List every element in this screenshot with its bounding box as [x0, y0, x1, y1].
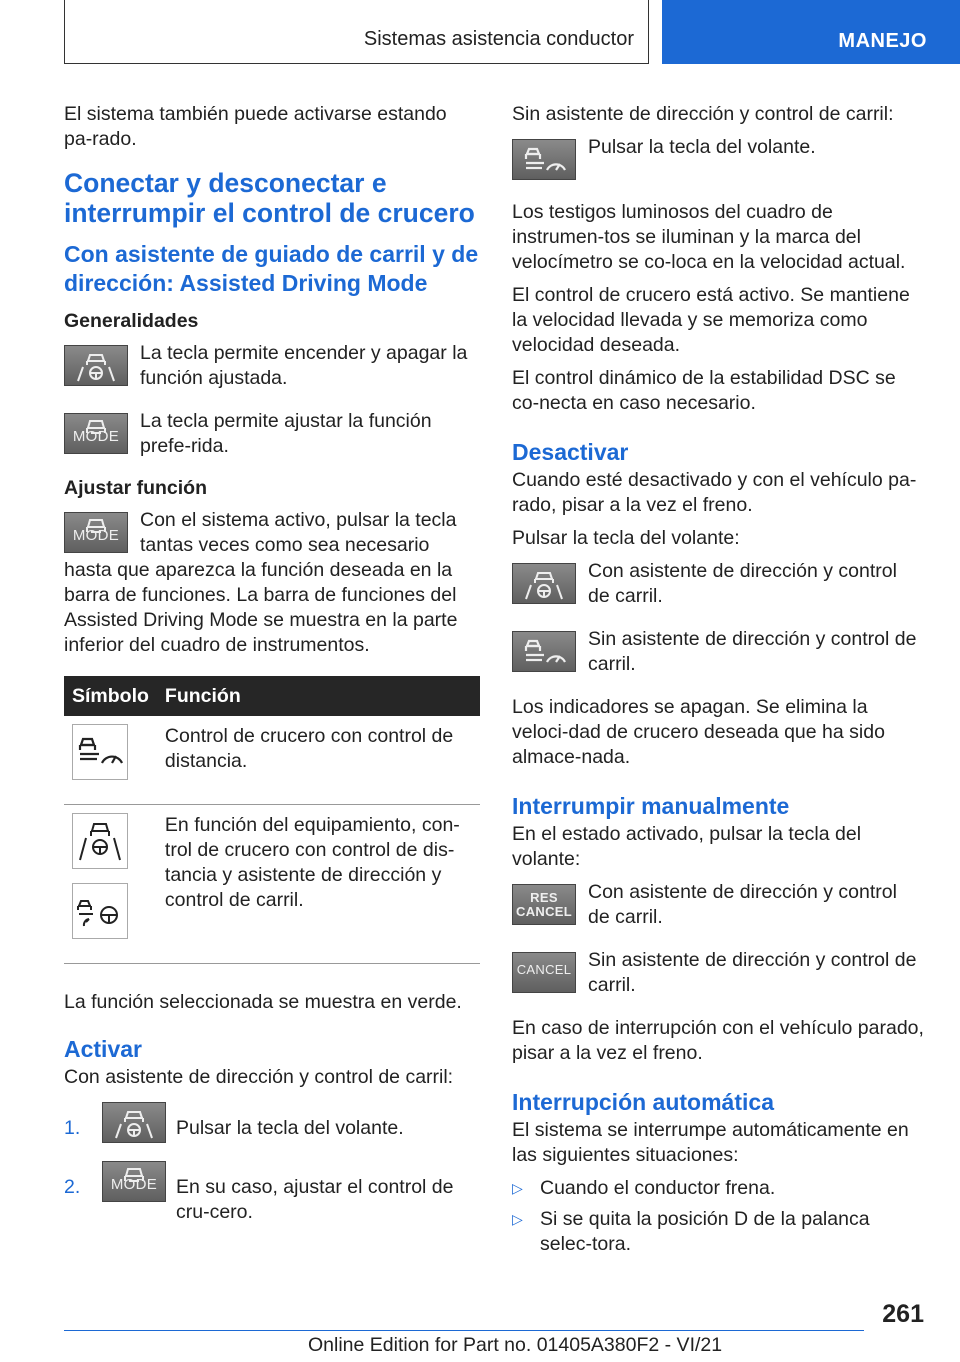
step-number: 2. — [64, 1176, 81, 1198]
table-row — [64, 805, 480, 964]
activar-steps — [64, 1098, 480, 1225]
assist-key-icon — [512, 563, 576, 604]
paragraph: Cuando esté desactivado y con el vehículo pa-rado, pisar a la vez el freno. — [512, 469, 917, 516]
header-chapter — [662, 0, 960, 64]
table-header-symbol: Símbolo — [64, 676, 157, 716]
assist-key-icon — [102, 1102, 166, 1143]
ajustar-item — [64, 508, 480, 658]
res-cancel-key-icon — [512, 884, 576, 925]
sin-asistente-item — [512, 135, 924, 182]
table-row — [64, 716, 480, 805]
left-column — [64, 102, 480, 1237]
paragraph: El control de crucero está activo. Se mantiene la velocidad llevada y se memoriza como velocidad deseada. — [512, 284, 910, 356]
mode-key-label: MODE — [72, 527, 120, 544]
subsection-heading: Con asistente de guiado de carril y de dirección: Assisted Driving Mode — [64, 241, 479, 296]
paragraph: En caso de interrupción con el vehículo parado, pisar a la vez el freno. — [512, 1017, 924, 1064]
footer-edition: Online Edition for Part no. 01405A380F2 - VI/21 — [308, 1334, 723, 1356]
interrumpir-item-1-text: Con asistente de dirección y control de carril. — [588, 881, 897, 928]
section-heading: Conectar y desconectar e interrumpir el control de crucero — [64, 168, 475, 228]
function-table — [64, 676, 480, 964]
table-row-1-text: Control de crucero con control de distancia. — [157, 716, 480, 805]
mode-key-icon — [64, 413, 128, 454]
cruise-key-icon — [512, 139, 576, 180]
generalidades-heading: Generalidades — [64, 310, 199, 332]
list-item: ▷ Si se quita la posición D de la palanca selec-tora. — [512, 1207, 924, 1257]
automatica-heading: Interrupción automática — [512, 1089, 774, 1115]
step-2-text: En su caso, ajustar el control de cru-cero. — [176, 1176, 454, 1223]
cruise-key-icon — [512, 631, 576, 672]
sin-asistente-item-text: Pulsar la tecla del volante. — [588, 136, 816, 158]
generalidades-item-2-text: La tecla permite ajustar la función prefe-rida. — [140, 410, 432, 457]
generalidades-item-1-text: La tecla permite encender y apagar la función ajustada. — [140, 342, 468, 389]
table-row-2-text: En función del equipamiento, con-trol de crucero con control de dis-tancia y asistente de dirección y control de carril. — [157, 805, 480, 964]
interrumpir-item-2 — [512, 948, 924, 998]
lane-steering-symbol-icon — [72, 883, 128, 939]
automatica-list — [512, 1176, 924, 1257]
activar-heading: Activar — [64, 1036, 142, 1062]
assist-symbol-icon — [72, 813, 128, 869]
mode-key-icon — [102, 1161, 166, 1202]
interrumpir-item-1 — [512, 880, 924, 930]
generalidades-item-2 — [64, 409, 480, 459]
list-item — [64, 1098, 480, 1145]
interrumpir-item-2-text: Sin asistente de dirección y control de carril. — [588, 949, 917, 996]
step-1-text: Pulsar la tecla del volante. — [176, 1117, 404, 1139]
paragraph: En el estado activado, pulsar la tecla del volante: — [512, 823, 862, 870]
desactivar-item-1-text: Con asistente de dirección y control de carril. — [588, 560, 897, 607]
paragraph: Los testigos luminosos del cuadro de instrumen-tos se iluminan y la marca del velocímetro se co-loca en la velocidad actual. — [512, 201, 906, 273]
header-section — [64, 0, 649, 64]
intro-paragraph: El sistema también puede activarse estando pa-rado. — [64, 103, 447, 150]
mode-key-label: MODE — [72, 428, 120, 445]
sin-asistente-title: Sin asistente de dirección y control de carril: — [512, 103, 894, 125]
paragraph: Pulsar la tecla del volante: — [512, 527, 740, 549]
paragraph: Los indicadores se apagan. Se elimina la veloci-dad de crucero deseada que ha sido almace-nada. — [512, 696, 885, 768]
paragraph: El control dinámico de la estabilidad DSC se co-necta en caso necesario. — [512, 367, 896, 414]
footer-divider — [64, 1330, 864, 1331]
list-item — [64, 1157, 480, 1225]
desactivar-heading: Desactivar — [512, 439, 629, 465]
cancel-key-icon — [512, 952, 576, 993]
mode-key-icon — [64, 512, 128, 553]
ajustar-heading: Ajustar función — [64, 477, 208, 499]
desactivar-item-1 — [512, 559, 924, 609]
table-header-function: Función — [157, 676, 480, 716]
paragraph: El sistema se interrumpe automáticamente en las siguientes situaciones: — [512, 1119, 909, 1166]
cancel-key-label: CANCEL — [516, 962, 572, 977]
cruise-symbol-icon — [72, 724, 128, 780]
assist-key-icon — [64, 345, 128, 386]
after-table-text: La función seleccionada se muestra en verde. — [64, 991, 462, 1013]
ajustar-text: Con el sistema activo, pulsar la tecla tantas veces como sea necesario hasta que aparezca la función deseada en la barra de funciones. La barra de funciones del Assisted Driving Mode se muestra en la parte inferior del cuadro de instrumentos. — [64, 509, 458, 656]
mode-key-label: MODE — [110, 1176, 158, 1193]
right-column — [512, 102, 924, 1263]
interrumpir-heading: Interrumpir manualmente — [512, 793, 790, 819]
header-chapter-title: MANEJO — [838, 30, 927, 52]
step-number: 1. — [64, 1117, 81, 1139]
list-item: ▷ Cuando el conductor frena. — [512, 1176, 924, 1201]
header-section-title: Sistemas asistencia conductor — [363, 28, 634, 50]
activar-text: Con asistente de dirección y control de carril: — [64, 1066, 454, 1088]
generalidades-item-1 — [64, 341, 480, 391]
page-number: 261 — [882, 1300, 924, 1328]
desactivar-item-2 — [512, 627, 924, 677]
desactivar-item-2-text: Sin asistente de dirección y control de carril. — [588, 628, 917, 675]
res-cancel-key-label: RES CANCEL — [516, 890, 572, 919]
